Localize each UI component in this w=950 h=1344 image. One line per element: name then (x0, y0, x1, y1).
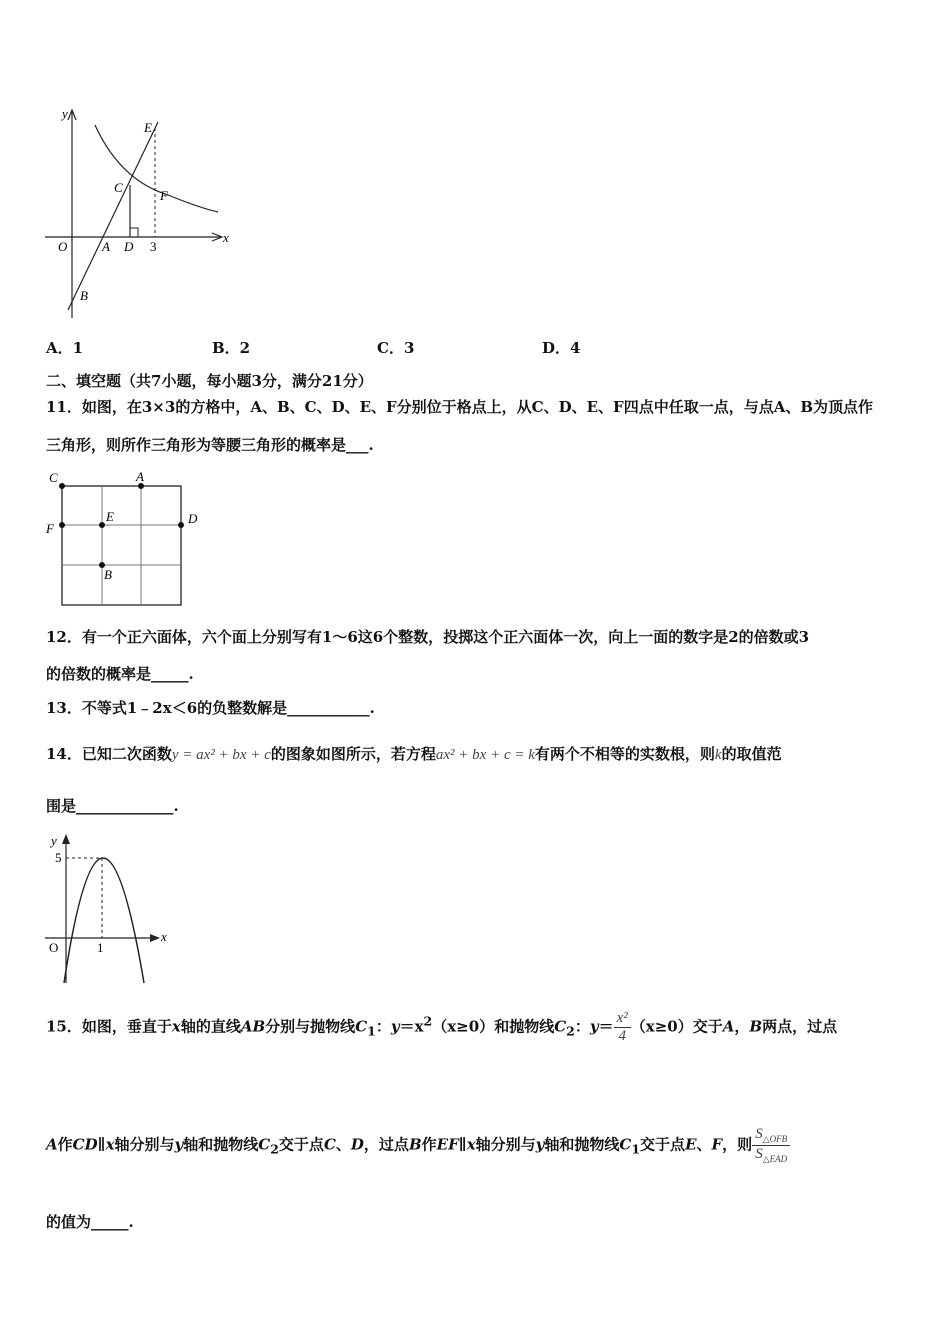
q15-var: y (535, 1135, 545, 1154)
q15-var: y (589, 1017, 599, 1036)
q15-sub: 1 (367, 1023, 376, 1039)
q14-line1 (46, 743, 782, 764)
q15-text: 和抛物线 (494, 1017, 555, 1036)
label-x: x (223, 230, 229, 245)
grid-label-b: B (104, 567, 112, 582)
q14-part1: 14．已知二次函数 (46, 745, 172, 763)
q14-k: k (714, 747, 722, 763)
q15-text: 轴和抛物线 (183, 1135, 259, 1154)
q15-text: 交于点 (278, 1135, 324, 1154)
q15-text: 15．如图，垂直于 (46, 1017, 172, 1036)
q15-sub: 2 (270, 1141, 279, 1157)
option-a: A．1 (46, 339, 84, 357)
grid-border (62, 486, 181, 605)
grid-label-a: A (136, 469, 144, 484)
q13-line1: 13．不等式1﹣2x＜6的负整数解是___________. (46, 699, 375, 717)
q15-text: 交于 (692, 1017, 723, 1036)
q15-var: y (174, 1135, 184, 1154)
q15-var: A (46, 1135, 58, 1154)
q14-label-x: x (161, 929, 167, 944)
q15-area-ratio (752, 1126, 790, 1165)
q14-function: y = ax² + bx + c (171, 747, 271, 763)
q15-sup: 2 (423, 1013, 433, 1029)
q15-ratio-den (752, 1146, 790, 1165)
q15-text: 分别与抛物线 (265, 1017, 356, 1036)
label-d: D (124, 239, 134, 254)
q15-text: （x≥0） (432, 1017, 495, 1036)
grid-label-f: F (46, 521, 54, 536)
q15-fraction (614, 1010, 631, 1045)
q15-var: x (105, 1135, 115, 1154)
q15-text: 交于点 (640, 1135, 686, 1154)
label-b: B (80, 288, 88, 303)
q15-ratio-num (752, 1126, 790, 1146)
q15-s: S (755, 1146, 763, 1162)
q15-text: 两点，过点 (762, 1017, 838, 1036)
label-a: A (102, 239, 110, 254)
q15-s: S (755, 1126, 763, 1142)
q15-var: F (711, 1135, 723, 1154)
q14-part3: 有两个不相等的实数根，则 (534, 745, 715, 763)
q14-part4: 的取值范 (721, 745, 782, 763)
q15-var: x (171, 1017, 181, 1036)
point-d (178, 522, 184, 528)
label-y: y (62, 106, 68, 121)
section-header: 二、填空题（共7小题，每小题3分，满分21分） (46, 372, 373, 390)
q15-var: A (722, 1017, 735, 1036)
q15-frac-den: 4 (618, 1028, 626, 1044)
q15-text: 轴分别与 (475, 1135, 536, 1154)
q15-line2 (46, 1126, 790, 1165)
q15-text: ∥ (97, 1135, 106, 1154)
point-c (59, 483, 65, 489)
q15-var: CD (72, 1135, 98, 1154)
q14-y-arrow (62, 834, 70, 844)
point-f (59, 522, 65, 528)
q15-var: E (685, 1135, 697, 1154)
q15-sub: 1 (631, 1141, 641, 1157)
right-angle-mark (130, 228, 138, 237)
hyperbola-curve (95, 125, 218, 212)
q12-line1: 12．有一个正六面体，六个面上分别写有1～6这6个整数，投掷这个正六面体一次，向上一面的数字是2的倍数或3 (46, 628, 810, 646)
q15-text: 作 (57, 1135, 73, 1154)
q15-text: ： (574, 1017, 590, 1036)
q15-line1 (46, 1010, 837, 1045)
label-c: C (114, 180, 123, 195)
grid-label-d: D (188, 511, 198, 526)
q15-s-sub: △EAD (762, 1154, 788, 1164)
q15-var: x (466, 1135, 476, 1154)
q15-var: B (749, 1017, 763, 1036)
q15-var: C (355, 1017, 368, 1036)
line-be (68, 122, 158, 310)
q14-part2: 的图象如图所示，若方程 (270, 745, 436, 763)
grid-label-c: C (49, 470, 58, 485)
label-o: O (58, 239, 68, 254)
q15-var: C (323, 1135, 336, 1154)
q10-figure (40, 100, 240, 325)
q15-text: 轴的直线 (180, 1017, 241, 1036)
q15-var: B (408, 1135, 422, 1154)
q15-text: 作 (421, 1135, 437, 1154)
option-b: B．2 (212, 339, 251, 357)
q15-var: C (554, 1017, 567, 1036)
q15-text: 轴分别与 (114, 1135, 175, 1154)
q15-text: ∥ (458, 1135, 467, 1154)
q15-var: EF (436, 1135, 459, 1154)
q14-label-one: 1 (97, 940, 104, 955)
label-e: E (144, 120, 152, 135)
q11-line1: 11．如图，在3×3的方格中，A、B、C、D、E、F分别位于格点上，从C、D、E、F四点中任取一点，与点A、B为顶点作 (46, 398, 874, 416)
q15-s-sub: △OFB (762, 1134, 788, 1144)
q14-label-y: y (51, 833, 57, 848)
q15-var: AB (240, 1017, 266, 1036)
q14-label-five: 5 (55, 850, 62, 865)
q11-grid-figure (40, 465, 210, 610)
q12-line2: 的倍数的概率是_____. (46, 665, 194, 683)
q15-eq-sign: ＝ (598, 1017, 614, 1036)
grid-label-e: E (106, 509, 114, 524)
label-f: F (160, 188, 168, 203)
point-e (99, 522, 105, 528)
q15-text: 轴和抛物线 (544, 1135, 620, 1154)
q14-parabola-figure (40, 828, 175, 988)
q14-equation: ax² + bx + c = k (435, 747, 535, 763)
q15-text: ，则 (722, 1135, 753, 1154)
q15-var: C (619, 1135, 632, 1154)
q15-var: C (258, 1135, 271, 1154)
option-c: C．3 (377, 339, 415, 357)
q15-text: 、 (335, 1135, 351, 1154)
q15-text: （x≥0） (630, 1017, 693, 1036)
q11-line2: 三角形，则所作三角形为等腰三角形的概率是___. (46, 436, 374, 454)
q14-x-arrow (150, 934, 160, 942)
q15-sub: 2 (566, 1023, 575, 1039)
q14-label-o: O (49, 940, 59, 955)
q15-line3: 的值为_____. (46, 1213, 134, 1231)
q15-text: ， (734, 1017, 750, 1036)
q14-line2: 围是_____________. (46, 797, 179, 815)
q15-var: D (350, 1135, 364, 1154)
q15-text: 、 (696, 1135, 712, 1154)
q15-frac-num: x² (614, 1010, 631, 1028)
label-three: 3 (150, 239, 157, 254)
q15-text: ，过点 (363, 1135, 409, 1154)
q15-var: y (390, 1017, 400, 1036)
q14-parabola (64, 858, 144, 983)
q15-text: ： (375, 1017, 391, 1036)
option-d: D．4 (542, 339, 581, 357)
q15-text: ＝x (399, 1017, 424, 1036)
